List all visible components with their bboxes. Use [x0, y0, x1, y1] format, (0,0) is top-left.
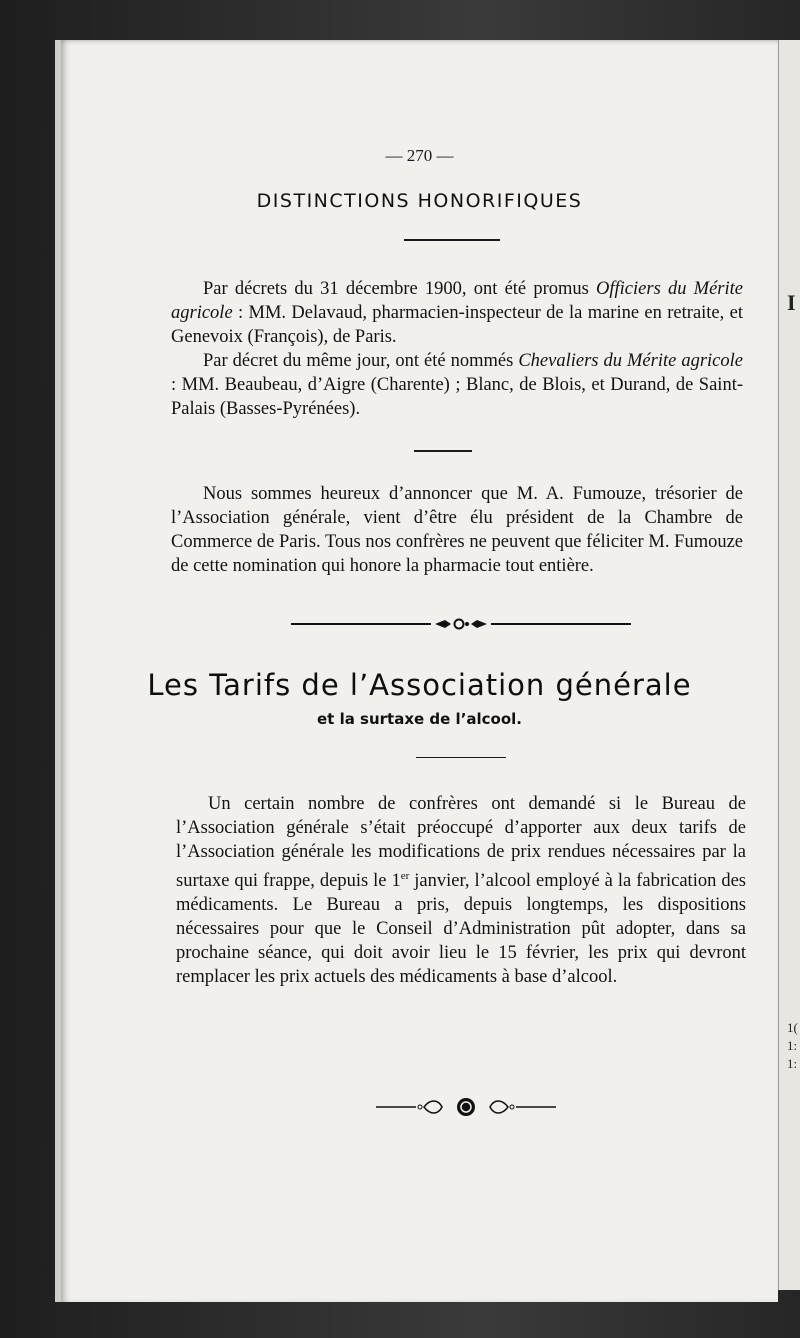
paragraph-chevaliers [171, 349, 743, 421]
tail-ornament-icon [376, 1095, 556, 1119]
article-subtitle: et la surtaxe de l’alcool. [317, 710, 522, 728]
adjacent-page-edge [778, 40, 800, 1290]
short-rule [404, 239, 500, 241]
paragraph-text: Par décrets du 31 décembre 1900, ont été promus [203, 279, 597, 299]
superscript-text: er [400, 870, 410, 882]
page-number: — 270 — [385, 146, 454, 165]
paragraph-officiers [171, 277, 743, 349]
short-rule [416, 757, 506, 758]
paragraph-italic-text: Chevaliers du Mérite agricole [518, 351, 743, 371]
adjacent-page-fragment: 1: [787, 1038, 798, 1053]
divider-line-left [291, 623, 431, 625]
paragraph-tarifs [176, 792, 746, 989]
adjacent-page-fragment: 1: [787, 1056, 798, 1071]
paragraph-text: janvier, l’alcool employé à la fabrication des médicaments. Le Bureau a pris, depuis longtemps, les dispositions nécessaires pour que le Conseil d’Administration pût adopter, dans sa prochaine séance, qui doit avoir lieu le 15 février, les prix qui devront remplacer les prix actuels des médicaments à base d’alcool. [176, 871, 746, 988]
adjacent-page-fragment: 1( [787, 1020, 798, 1035]
paragraph-text: : MM. Beaubeau, d’Aigre (Charente) ; Blanc, de Blois, et Durand, de Saint-Palais (Basses-Pyrénées). [171, 375, 743, 419]
fleuron-icon [431, 617, 491, 631]
paragraph-text: Par décret du même jour, ont été nommés [203, 351, 519, 371]
paragraph-text: Un certain nombre de confrères ont demandé si le Bureau de l’Association générale s’était préoccupé d’apporter aux deux tarifs de l’Association générale les modifications de prix rendues nécessaires par la surtaxe qui frappe, depuis le 1 [176, 794, 746, 892]
ornamental-divider [291, 617, 631, 631]
paragraph-italic-text: Officiers du Mérite agricole [171, 279, 743, 323]
paragraph-text: : MM. Delavaud, pharmacien-inspecteur de la marine en retraite, et Genevoix (François), de Paris. [171, 303, 743, 347]
paragraph-text: Nous sommes heureux d’annoncer que M. A. Fumouze, trésorier de l’Association générale, vient d’être élu président de la Chambre de Commerce de Paris. Tous nos confrères ne peuvent que féliciter M. Fumouze de cette nomination qui honore la pharmacie tout entière. [171, 484, 743, 576]
article-title: Les Tarifs de l’Association générale [147, 668, 692, 702]
section-heading: DISTINCTIONS HONORIFIQUES [256, 190, 583, 212]
document-page [55, 40, 778, 1302]
adjacent-page-fragment: I [787, 290, 796, 315]
short-rule [414, 450, 472, 452]
divider-line-right [491, 623, 631, 625]
paragraph-fumouze [171, 482, 743, 578]
